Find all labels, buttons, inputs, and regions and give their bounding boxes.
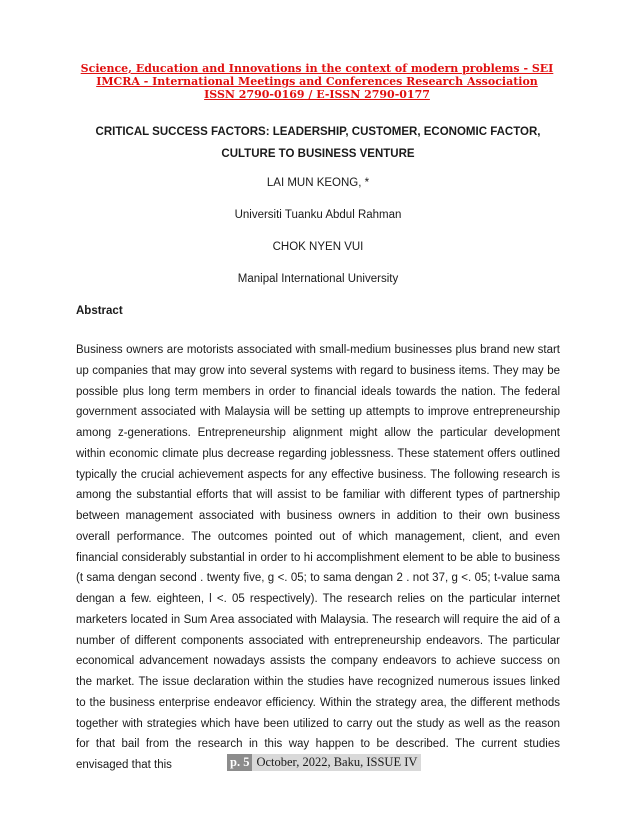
journal-header-line-1[interactable]: Science, Education and Innovations in the context of modern problems - SEI <box>80 62 554 75</box>
abstract-body: Business owners are motorists associated with small-medium businesses plus brand new start up companies that may grow into several systems with regard to business items. They may be possible plus long term members in order to financial ideals towards the nation. The federal government associated with Malaysia will be setting up attempts to improve entrepreneurship among z-generations. Entrepreneurship alignment might allow the particular development within economic climate plus decrease regarding joblessness. These statement offers outlined typically the crucial achievement aspects for any effective business. The following research is among the substantial efforts that will assist to be familiar with different types of partnership between management associated with business owners in addition to their own business overall performance. The outcomes pointed out of which management, client, and even financial considerably substantial in order to hi accomplishment element to be able to business (t sama dengan second . twenty five, g <. 05; to sama dengan 2 . not 37, g <. 05; t-value sama dengan a few. eighteen, l <. 05 respectively). The research relies on the particular internet marketers located in Sum Area associated with Malaysia. The research will require the aid of a number of different components associated with entrepreneurship endeavors. The particular economical advancement nowadays assists the company endeavors to achieve success on the market. The issue declaration within the studies have recognized numerous issues linked to the business enterprise endeavor efficiency. Within the strategy area, the different methods together with strategies which have been utilized to carry out the study as well as the reason for that bail from the research in this way happen to be described. The current studies envisaged that this <box>76 344 560 771</box>
abstract-heading: Abstract <box>76 305 123 317</box>
affiliation-1: Universiti Tuanku Abdul Rahman <box>234 209 402 221</box>
author-2: CHOK NYEN VUI <box>272 241 364 253</box>
page-number: p. 5 <box>227 754 252 771</box>
author-1: LAI MUN KEONG, * <box>266 177 370 189</box>
paper-title-line-1: CRITICAL SUCCESS FACTORS: LEADERSHIP, CUSTOMER, ECONOMIC FACTOR, <box>95 126 541 138</box>
page-footer <box>227 754 421 771</box>
affiliation-2: Manipal International University <box>237 273 399 285</box>
journal-header-line-3[interactable]: ISSN 2790-0169 / E-ISSN 2790-0177 <box>204 88 430 101</box>
paper-title <box>76 121 560 165</box>
footer-issue-info: October, 2022, Baku, ISSUE IV <box>256 755 418 769</box>
paper-title-line-2: CULTURE TO BUSINESS VENTURE <box>221 148 415 160</box>
journal-header <box>60 62 574 101</box>
journal-header-line-2[interactable]: IMCRA - International Meetings and Conferences Research Association <box>96 75 538 88</box>
